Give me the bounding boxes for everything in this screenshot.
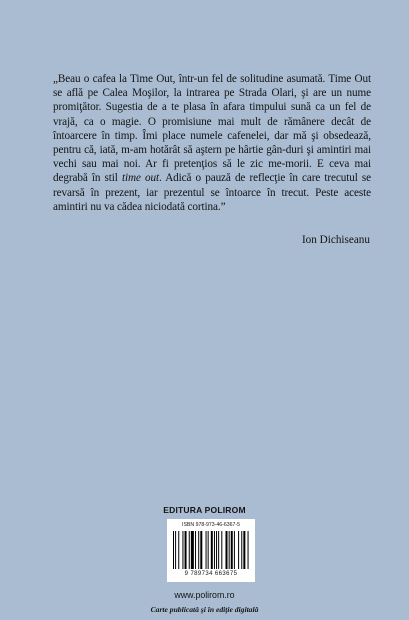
digital-edition-note: Carte publicată şi în ediţie digitală xyxy=(150,605,259,614)
barcode-number: 9 789734 663675 xyxy=(184,571,238,577)
quote-text-part-1: „Beau o cafea la Time Out, într-un fel de solitudine asumată. Time Out se află pe Calea Moşilor, la intrarea pe Strada Olari, şi are un nume promiţător. Sugestia de a te plasa în afara timpului sună ca un fel de vrajă, ca o magie. O promisiune mai mult de rămânere decât de întoarcere în timp. Îmi place numele cafenelei, dar mă şi obsedează, pentru că, iată, m-am hotărât să aştern pe hârtie gân-duri şi amintiri mai vechi sau mai noi. Ar fi pretenţios să le zic me-morii. E ceva mai degrabă în stil xyxy=(53,73,371,185)
isbn-barcode xyxy=(167,519,255,582)
quote-author: Ion Dichiseanu xyxy=(301,234,370,246)
quote-italic-phrase: time out xyxy=(121,172,159,185)
barcode-bars xyxy=(173,531,249,569)
publisher-website: www.polirom.ro xyxy=(174,590,235,600)
isbn-label: ISBN 978-973-46-6367-5 xyxy=(182,522,240,528)
publisher-name: EDITURA POLIROM xyxy=(163,505,246,515)
quote-text-part-2: . Adică o pauză de reflecţie în care trecutul se revarsă în prezent, iar prezentul se întoarce în trecut. Peste aceste amintiri nu va cădea niciodată cortina.” xyxy=(53,172,372,213)
back-cover-quote xyxy=(53,72,371,214)
